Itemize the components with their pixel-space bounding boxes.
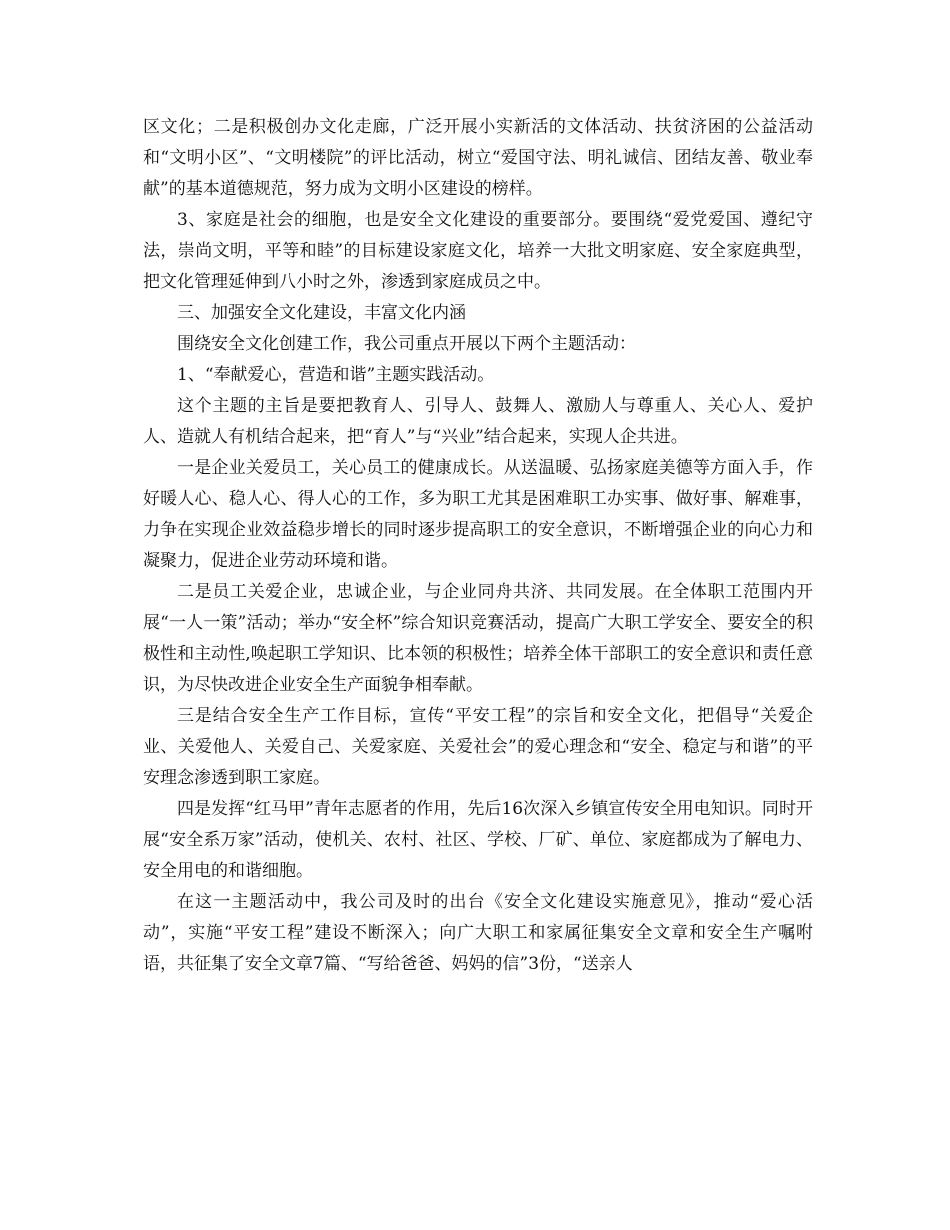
paragraph: 区文化；二是积极创办文化走廊，广泛开展小实新活的文体活动、扶贫济困的公益活动和“文明小区”、“文明楼院”的评比活动，树立“爱国守法、明礼诚信、团结友善、敬业奉献”的基本道德规范，努力成为文明小区建设的榜样。 bbox=[143, 117, 813, 199]
subsection-heading: 1、“奉献爱心，营造和谐”主题实践活动。 bbox=[177, 365, 495, 385]
paragraph: 一是企业关爱员工，关心员工的健康成长。从送温暖、弘扬家庭美德等方面入手，作好暖人心、稳人心、得人心的工作，多为职工尤其是困难职工办实事、做好事、解难事，力争在实现企业效益稳步增长的同时逐步提高职工的安全意识，不断增强企业的向心力和凝聚力，促进企业劳动环境和谐。 bbox=[143, 458, 813, 571]
document-body bbox=[143, 112, 813, 980]
paragraph: 围绕安全文化创建工作，我公司重点开展以下两个主题活动： bbox=[177, 334, 636, 354]
section-heading: 三、加强安全文化建设，丰富文化内涵 bbox=[177, 303, 466, 323]
paragraph: 二是员工关爱企业，忠诚企业，与企业同舟共济、共同发展。在全体职工范围内开展“一人一策”活动；举办“安全杯”综合知识竞赛活动，提高广大职工学安全、要安全的积极性和主动性,唤起职工学知识、比本领的积极性；培养全体干部职工的安全意识和责任意识，为尽快改进企业安全生产面貌争相奉献。 bbox=[143, 582, 813, 695]
paragraph: 四是发挥“红马甲”青年志愿者的作用，先后16次深入乡镇宣传安全用电知识。同时开展“安全系万家”活动，使机关、农村、社区、学校、厂矿、单位、家庭都成为了解电力、安全用电的和谐细胞。 bbox=[143, 799, 813, 881]
paragraph: 在这一主题活动中，我公司及时的出台《安全文化建设实施意见》，推动“爱心活动”，实施“平安工程”建设不断深入；向广大职工和家属征集安全文章和安全生产嘱咐语，共征集了安全文章7篇、“写给爸爸、妈妈的信”3份，“送亲人 bbox=[143, 892, 813, 974]
paragraph: 3、家庭是社会的细胞，也是安全文化建设的重要部分。要围绕“爱党爱国、遵纪守法，崇尚文明，平等和睦”的目标建设家庭文化，培养一大批文明家庭、安全家庭典型，把文化管理延伸到八小时之外，渗透到家庭成员之中。 bbox=[143, 210, 813, 292]
paragraph: 三是结合安全生产工作目标，宣传“平安工程”的宗旨和安全文化，把倡导“关爱企业、关爱他人、关爱自己、关爱家庭、关爱社会”的爱心理念和“安全、稳定与和谐”的平安理念渗透到职工家庭。 bbox=[143, 706, 813, 788]
paragraph: 这个主题的主旨是要把教育人、引导人、鼓舞人、激励人与尊重人、关心人、爱护人、造就人有机结合起来，把“育人”与“兴业”结合起来，实现人企共进。 bbox=[143, 396, 813, 447]
